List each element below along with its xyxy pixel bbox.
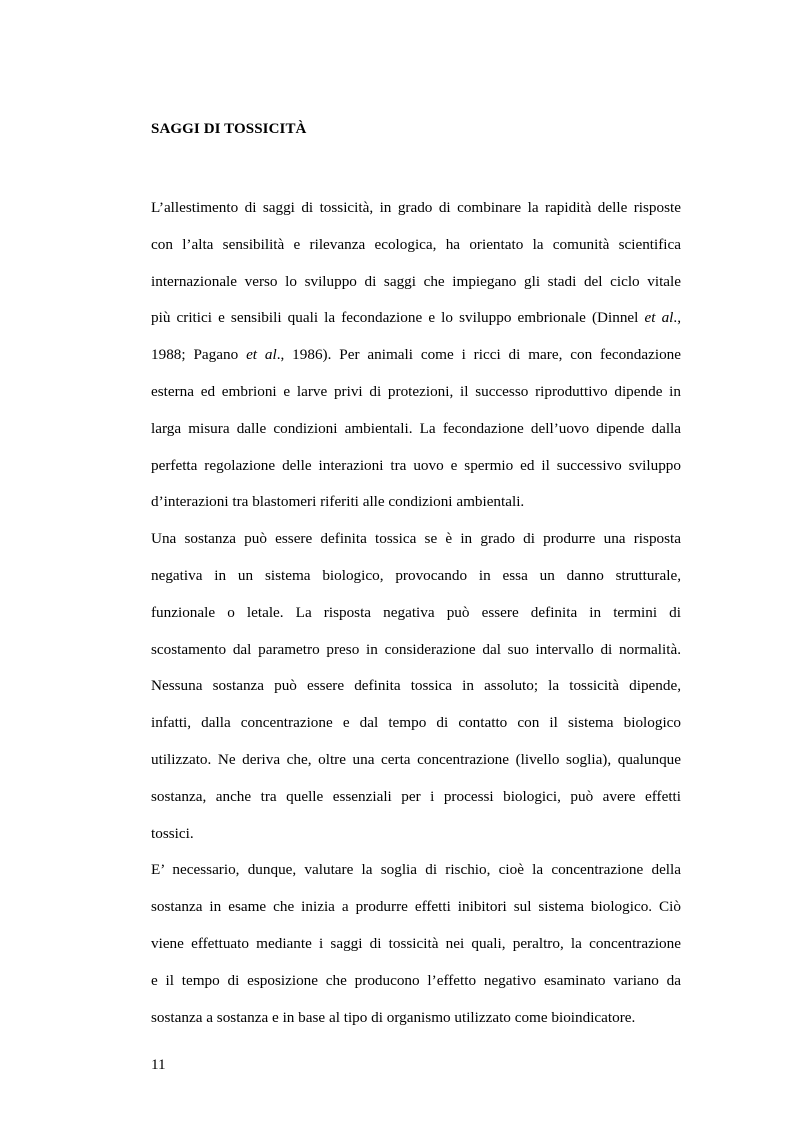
text-line — [151, 1008, 681, 1028]
text-segment: funzionale o letale. La risposta negativa può essere definita in termini di — [151, 603, 681, 621]
text-line — [151, 529, 681, 549]
text-line — [151, 308, 681, 328]
text-segment: E’ necessario, dunque, valutare la soglia di rischio, cioè la concentrazione della — [151, 861, 681, 879]
text-line — [151, 934, 681, 954]
text-segment: d’interazioni tra blastomeri riferiti alle condizioni ambientali. — [151, 493, 525, 511]
text-line — [151, 787, 681, 807]
text-segment: utilizzato. Ne deriva che, oltre una certa concentrazione (livello soglia), qualunque — [151, 751, 681, 768]
text-segment: infatti, dalla concentrazione e dal tempo di contatto con il sistema biologico — [151, 714, 681, 732]
text-segment: sostanza, anche tra quelle essenziali per i processi biologici, può avere effetti — [151, 787, 681, 805]
text-line — [151, 272, 681, 292]
text-line — [151, 603, 681, 623]
text-segment: 1988; Pagano — [151, 346, 247, 364]
text-line — [151, 897, 681, 917]
text-segment: Nessuna sostanza può essere definita tossica in assoluto; la tossicità dipende, — [151, 677, 681, 695]
section-title: SAGGI DI TOSSICITÀ — [151, 121, 307, 137]
text-line — [151, 750, 681, 770]
text-line — [151, 492, 681, 512]
page-number: 11 — [151, 1056, 166, 1073]
text-segment: negativa in un sistema biologico, provocando in essa un danno strutturale, — [151, 567, 681, 584]
text-segment: ., — [673, 309, 681, 327]
text-line — [151, 345, 681, 365]
text-segment: L’allestimento di saggi di tossicità, in grado di combinare la rapidità delle risposte — [151, 199, 681, 216]
text-segment: e il tempo di esposizione che producono l’effetto negativo esaminato variano da — [151, 971, 681, 989]
text-segment: perfetta regolazione delle interazioni tra uovo e spermio ed il successivo sviluppo — [151, 456, 681, 474]
text-line — [151, 676, 681, 696]
text-segment: con l’alta sensibilità e rilevanza ecologica, ha orientato la comunità scientifica — [151, 235, 681, 253]
text-line — [151, 713, 681, 733]
text-segment: esterna ed embrioni e larve privi di protezioni, il successo riproduttivo dipende in — [151, 383, 681, 400]
text-segment: scostamento dal parametro preso in considerazione dal suo intervallo di normalità. — [151, 640, 681, 658]
text-line — [151, 382, 681, 402]
text-segment: tossici. — [151, 824, 194, 842]
text-line — [151, 456, 681, 476]
text-segment: sostanza a sostanza e in base al tipo di organismo utilizzato come bioindicatore. — [151, 1008, 636, 1026]
text-line — [151, 419, 681, 439]
text-line — [151, 860, 681, 880]
text-line — [151, 824, 681, 844]
text-segment: più critici e sensibili quali la fecondazione e lo sviluppo embrionale (Dinnel — [151, 309, 645, 327]
text-segment: Una sostanza può essere definita tossica se è in grado di produrre una risposta — [151, 530, 681, 548]
text-segment: ., 1986). Per animali come i ricci di mare, con fecondazione — [276, 346, 682, 364]
text-line — [151, 640, 681, 660]
citation-italic: et al — [246, 346, 277, 364]
text-line — [151, 971, 681, 991]
text-line — [151, 235, 681, 255]
text-segment: sostanza in esame che inizia a produrre effetti inibitori sul sistema biologico. Ciò — [151, 898, 681, 916]
text-line — [151, 198, 681, 218]
text-line — [151, 566, 681, 586]
text-segment: larga misura dalle condizioni ambientali. La fecondazione dell’uovo dipende dalla — [151, 419, 681, 437]
citation-italic: et al — [644, 309, 674, 327]
text-segment: viene effettuato mediante i saggi di tossicità nei quali, peraltro, la concentrazione — [151, 935, 681, 952]
text-segment: internazionale verso lo sviluppo di saggi che impiegano gli stadi del ciclo vitale — [151, 272, 681, 290]
